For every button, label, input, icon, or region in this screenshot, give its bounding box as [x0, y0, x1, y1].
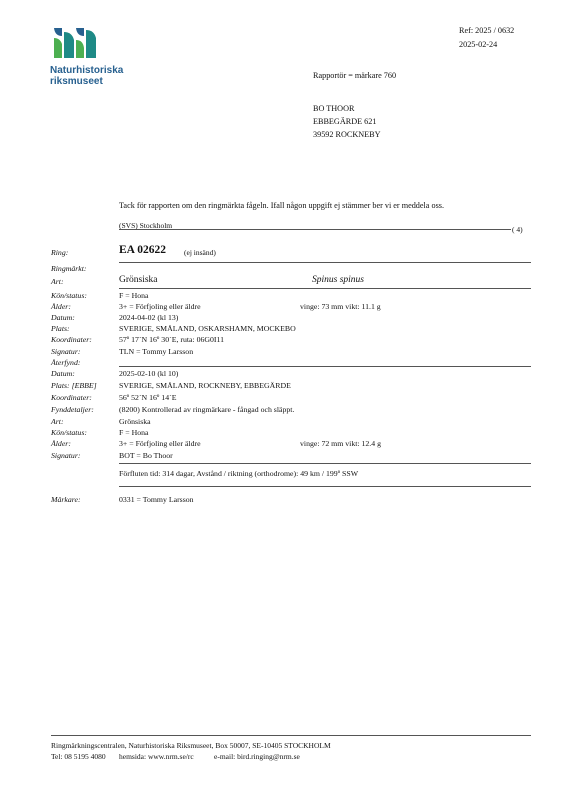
ringing-species: Grönsiska [119, 275, 158, 285]
divider-ring [119, 262, 531, 263]
report-date: 2025-02-24 [459, 40, 498, 49]
recovery-coords: 56º 52´N 16º 14´E [119, 393, 177, 402]
recipient-street: EBBEGÄRDE 621 [313, 117, 377, 126]
ringing-species-label: Art: [51, 277, 64, 286]
elapsed-time: Förfluten tid: 314 dagar, Avstånd / riktning (orthodrome): 49 km / 199º SSW [119, 469, 359, 478]
recovery-place-label: Plats: [EBBE] [51, 381, 97, 390]
footer-email: e-mail: bird.ringing@nrm.se [214, 752, 300, 761]
recovery-place: SVERIGE, SMÅLAND, ROCKNEBY, EBBEGÄRDE [119, 381, 291, 390]
ringing-date-label: Datum: [51, 313, 75, 322]
ringing-species-latin: Spinus spinus [312, 275, 364, 285]
recovery-coords-label: Koordinater: [51, 393, 92, 402]
reference-number: Ref: 2025 / 0632 [459, 26, 515, 35]
ringing-place-label: Plats: [51, 324, 70, 333]
recovery-age-label: Ålder: [51, 439, 71, 448]
recovery-date-label: Datum: [51, 369, 75, 378]
footer-address: Ringmärkningscentralen, Naturhistoriska Riksmuseet, Box 50007, SE-10405 STOCKHOLM [51, 741, 331, 750]
ringing-age-label: Ålder: [51, 302, 71, 311]
divider-recovery [119, 366, 531, 367]
ringing-sex: F = Hona [119, 291, 149, 300]
divider-elapsed-bottom [119, 486, 531, 487]
recipient-name: BO THOOR [313, 104, 355, 113]
recovery-wing-weight: vinge: 72 mm vikt: 12.4 g [300, 439, 381, 448]
recovery-signature-label: Signatur: [51, 451, 81, 460]
ringing-signature: TLN = Tommy Larsson [119, 347, 194, 356]
recovery-species-label: Art: [51, 417, 64, 426]
recovery-sex-label: Kön/status: [51, 428, 87, 437]
ringing-date: 2024-04-02 (kl 13) [119, 313, 179, 322]
footer-website: hemsida: www.nrm.se/rc [119, 752, 194, 761]
recovery-date: 2025-02-10 (kl 10) [119, 369, 179, 378]
recovery-details: (8200) Kontrollerad av ringmärkare - fångad och släppt. [119, 405, 295, 414]
ringing-coords: 57º 17´N 16º 30´E, ruta: 06G0I11 [119, 335, 225, 344]
marker-value: 0331 = Tommy Larsson [119, 495, 194, 504]
reporter-line: Rapportör = märkare 760 [313, 71, 397, 80]
ringing-wing-weight: vinge: 73 mm vikt: 11.1 g [300, 302, 381, 311]
ring-number: EA 02622 [119, 244, 166, 256]
ringed-label: Ringmärkt: [51, 264, 87, 273]
ringing-signature-label: Signatur: [51, 347, 81, 356]
ringing-coords-label: Koordinater: [51, 335, 92, 344]
ringing-place: SVERIGE, SMÅLAND, OSKARSHAMN, MOCKEBO [119, 324, 296, 333]
footer-divider [51, 735, 531, 736]
ringing-sex-label: Kön/status: [51, 291, 87, 300]
marker-label: Märkare: [51, 495, 81, 504]
nrm-logo-icon [50, 26, 102, 60]
divider-top [119, 229, 511, 230]
ringing-age: 3+ = Förfjoling eller äldre [119, 302, 201, 311]
ring-label: Ring: [51, 248, 69, 257]
scheme-label: (SVS) Stockholm [119, 221, 173, 230]
nrm-logo [50, 26, 123, 87]
divider-elapsed-top [119, 463, 531, 464]
recovery-label: Återfynd: [51, 358, 81, 367]
footer-phone: Tel: 08 5195 4080 [51, 752, 106, 761]
divider-species [119, 288, 531, 289]
logo-line2: riksmuseet [50, 76, 103, 87]
logo-line1: Naturhistoriska [50, 65, 124, 76]
recovery-species: Grönsiska [119, 417, 151, 426]
page-marker: ( 4) [512, 225, 523, 234]
recovery-sex: F = Hona [119, 428, 149, 437]
recovery-details-label: Fynddetaljer: [51, 405, 94, 414]
recovery-age: 3+ = Förfjoling eller äldre [119, 439, 201, 448]
ring-note: (ej insänd) [184, 248, 216, 257]
recipient-postal: 39592 ROCKNEBY [313, 130, 381, 139]
intro-text: Tack för rapporten om den ringmärkta fågeln. Ifall någon uppgift ej stämmer ber vi er meddela oss. [119, 201, 444, 210]
recovery-signature: BOT = Bo Thoor [119, 451, 173, 460]
